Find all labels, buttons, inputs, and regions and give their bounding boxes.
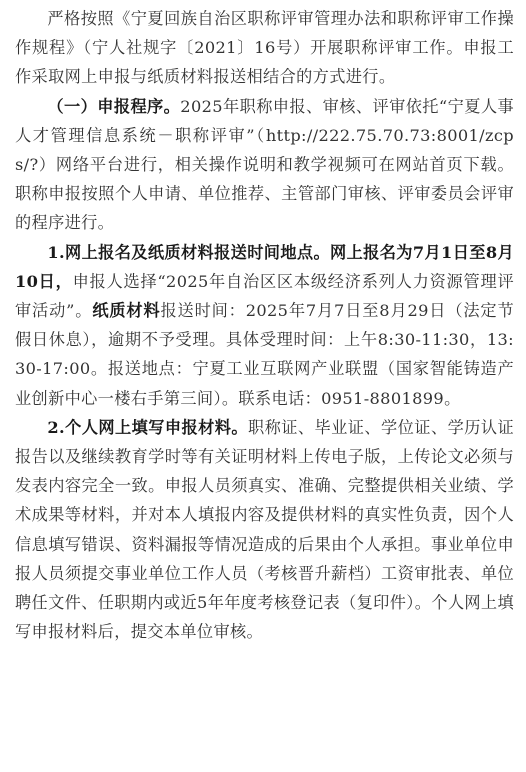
section1-body: 2025年职称申报、审核、评审依托“宁夏人事人才管理信息系统－职称评审”（http://222.75.70.73:8001/zcps/?）网络平台进行，相关操作说明和教学视频可在网站首页下载。职称申报按照个人申请、单位推荐、主管部门审核、评审委员会评审的程序进行。	[15, 96, 514, 233]
section1-heading: （一）申报程序。	[47, 96, 181, 116]
intro-paragraph	[15, 4, 514, 92]
item2-heading: 2.个人网上填写申报材料。	[47, 417, 249, 437]
item1-select-text: 申报人选择“2025年自治区区本级经济系列人力资源管理评审活动”。	[15, 271, 514, 321]
item1-paragraph	[15, 238, 514, 413]
intro-text: 严格按照《宁夏回族自治区职称评审管理办法和职称评审工作操作规程》（宁人社规字〔2021〕16号）开展职称评审工作。申报工作采取网上申报与纸质材料报送相结合的方式进行。	[15, 9, 514, 87]
item1-heading: 1.网上报名及纸质材料报送时间地点。	[47, 242, 331, 262]
item2-paragraph	[15, 413, 514, 647]
item2-body: 职称证、毕业证、学位证、学历认证报告以及继续教育学时等有关证明材料上传电子版，上传论文必须与发表内容完全一致。申报人员须真实、准确、完整提供相关业绩、学术成果等材料，并对本人填报内容及提供材料的真实性负责，因个人信息填写错误、资料漏报等情况造成的后果由个人承担。事业单位申报人员须提交事业单位工作人员（考核晋升薪档）工资审批表、单位聘任文件、任职期内或近5年年度考核登记表（复印件）。个人网上填写申报材料后，提交本单位审核。	[15, 417, 514, 642]
item1-online-period: 网上报名为7月1日至8月10日，	[15, 242, 514, 291]
item1-paper-text: 报送时间：2025年7月7日至8月29日（法定节假日休息），逾期不予受理。具体受理时间：上午8:30-11:30，13:30-17:00。报送地点：宁夏工业互联网产业联盟（国家智能铸造产业创新中心一楼右手第三间）。联系电话：0951-8801899。	[15, 301, 515, 408]
section1-paragraph	[15, 92, 514, 238]
item1-paper-label: 纸质材料	[92, 301, 161, 321]
